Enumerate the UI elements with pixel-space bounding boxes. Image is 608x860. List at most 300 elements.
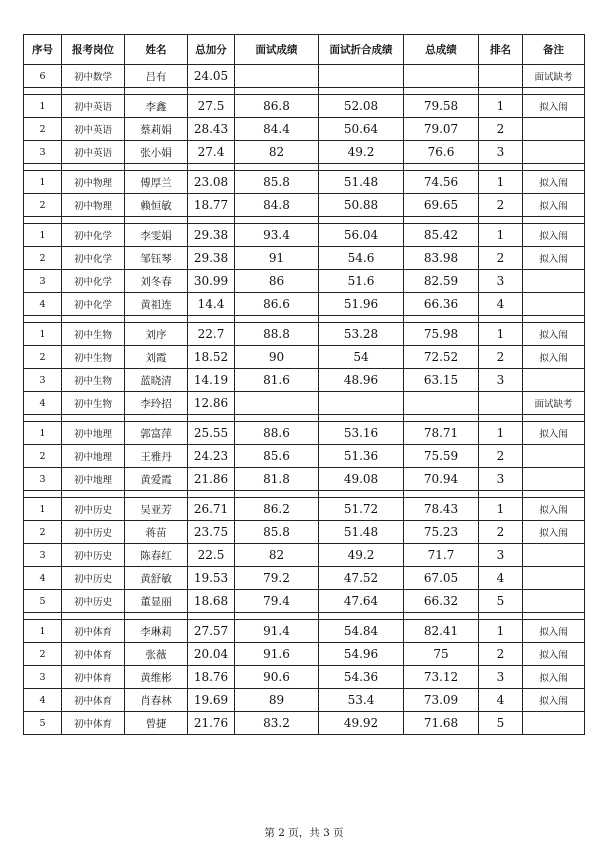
rank-cell: 1 <box>479 171 523 194</box>
name-cell: 刘冬春 <box>125 270 188 293</box>
separator-cell <box>188 491 235 498</box>
name-cell: 蓝晓清 <box>125 369 188 392</box>
separator-cell <box>235 88 319 95</box>
total-cell: 75.98 <box>404 323 479 346</box>
bonus-cell: 21.76 <box>188 712 235 735</box>
bonus-cell: 24.05 <box>188 65 235 88</box>
converted-cell: 51.96 <box>319 293 404 316</box>
separator-cell <box>188 613 235 620</box>
interview-cell: 84.8 <box>235 194 319 217</box>
note-cell: 面试缺考 <box>523 65 585 88</box>
bonus-cell: 14.19 <box>188 369 235 392</box>
post-cell: 初中物理 <box>62 171 125 194</box>
group-separator <box>24 88 585 95</box>
name-cell: 李鑫 <box>125 95 188 118</box>
table-row <box>24 445 585 468</box>
note-cell <box>523 468 585 491</box>
separator-cell <box>235 491 319 498</box>
row-number: 6 <box>24 65 62 88</box>
bonus-cell: 29.38 <box>188 224 235 247</box>
name-cell: 李琳莉 <box>125 620 188 643</box>
row-number: 2 <box>24 643 62 666</box>
separator-cell <box>62 415 125 422</box>
table-row <box>24 247 585 270</box>
rank-cell: 2 <box>479 445 523 468</box>
name-cell: 李玲招 <box>125 392 188 415</box>
total-cell: 66.36 <box>404 293 479 316</box>
separator-cell <box>319 415 404 422</box>
note-cell <box>523 141 585 164</box>
name-cell: 蔡莉娟 <box>125 118 188 141</box>
table-row <box>24 468 585 491</box>
bonus-cell: 22.7 <box>188 323 235 346</box>
interview-cell: 83.2 <box>235 712 319 735</box>
post-cell: 初中化学 <box>62 224 125 247</box>
row-number: 3 <box>24 666 62 689</box>
table-row <box>24 689 585 712</box>
header-rank: 排名 <box>479 35 523 65</box>
name-cell: 刘霞 <box>125 346 188 369</box>
separator-cell <box>125 164 188 171</box>
table-row <box>24 392 585 415</box>
post-cell: 初中化学 <box>62 247 125 270</box>
row-number: 5 <box>24 712 62 735</box>
total-cell: 69.65 <box>404 194 479 217</box>
separator-cell <box>404 217 479 224</box>
separator-cell <box>523 491 585 498</box>
total-cell: 83.98 <box>404 247 479 270</box>
interview-cell: 85.8 <box>235 521 319 544</box>
separator-cell <box>125 415 188 422</box>
bonus-cell: 18.52 <box>188 346 235 369</box>
row-number: 1 <box>24 95 62 118</box>
group-separator <box>24 217 585 224</box>
total-cell: 79.07 <box>404 118 479 141</box>
table-row <box>24 171 585 194</box>
name-cell: 郭富萍 <box>125 422 188 445</box>
converted-cell: 47.52 <box>319 567 404 590</box>
separator-cell <box>125 316 188 323</box>
bonus-cell: 19.53 <box>188 567 235 590</box>
name-cell: 肖春林 <box>125 689 188 712</box>
separator-cell <box>62 164 125 171</box>
rank-cell: 2 <box>479 346 523 369</box>
note-cell: 拟入闱 <box>523 194 585 217</box>
separator-cell <box>235 415 319 422</box>
separator-cell <box>319 217 404 224</box>
rank-cell: 3 <box>479 666 523 689</box>
note-cell <box>523 544 585 567</box>
converted-cell: 51.48 <box>319 521 404 544</box>
interview-cell: 85.6 <box>235 445 319 468</box>
converted-cell: 47.64 <box>319 590 404 613</box>
row-number: 3 <box>24 270 62 293</box>
separator-cell <box>235 164 319 171</box>
bonus-cell: 27.4 <box>188 141 235 164</box>
total-cell: 85.42 <box>404 224 479 247</box>
rank-cell: 4 <box>479 293 523 316</box>
group-separator <box>24 316 585 323</box>
name-cell: 邹钰琴 <box>125 247 188 270</box>
table-row <box>24 323 585 346</box>
converted-cell: 56.04 <box>319 224 404 247</box>
note-cell <box>523 369 585 392</box>
name-cell: 刘序 <box>125 323 188 346</box>
table-row <box>24 141 585 164</box>
rank-cell: 1 <box>479 498 523 521</box>
total-cell: 63.15 <box>404 369 479 392</box>
separator-cell <box>479 415 523 422</box>
rank-cell: 4 <box>479 689 523 712</box>
post-cell: 初中数学 <box>62 65 125 88</box>
header-interview: 面试成绩 <box>235 35 319 65</box>
name-cell: 吕有 <box>125 65 188 88</box>
note-cell: 拟入闱 <box>523 521 585 544</box>
page-footer: 第 2 页，共 3 页 <box>264 827 344 839</box>
header-note: 备注 <box>523 35 585 65</box>
rank-cell: 4 <box>479 567 523 590</box>
table-row <box>24 567 585 590</box>
total-cell <box>404 392 479 415</box>
row-number: 1 <box>24 422 62 445</box>
bonus-cell: 22.5 <box>188 544 235 567</box>
separator-cell <box>479 88 523 95</box>
bonus-cell: 18.76 <box>188 666 235 689</box>
rank-cell: 3 <box>479 270 523 293</box>
separator-cell <box>523 88 585 95</box>
note-cell <box>523 118 585 141</box>
bonus-cell: 12.86 <box>188 392 235 415</box>
header-converted: 面试折合成绩 <box>319 35 404 65</box>
separator-cell <box>235 613 319 620</box>
note-cell: 拟入闱 <box>523 689 585 712</box>
rank-cell: 1 <box>479 422 523 445</box>
name-cell: 张小娟 <box>125 141 188 164</box>
note-cell: 拟入闱 <box>523 224 585 247</box>
table-row <box>24 544 585 567</box>
total-cell: 74.56 <box>404 171 479 194</box>
separator-cell <box>319 316 404 323</box>
separator-cell <box>235 316 319 323</box>
converted-cell: 54 <box>319 346 404 369</box>
note-cell <box>523 567 585 590</box>
separator-cell <box>24 88 62 95</box>
separator-cell <box>24 415 62 422</box>
separator-cell <box>125 88 188 95</box>
row-number: 1 <box>24 224 62 247</box>
rank-cell: 3 <box>479 141 523 164</box>
bonus-cell: 28.43 <box>188 118 235 141</box>
interview-cell: 90 <box>235 346 319 369</box>
interview-cell: 91 <box>235 247 319 270</box>
note-cell: 拟入闱 <box>523 620 585 643</box>
rank-cell: 2 <box>479 194 523 217</box>
table-row <box>24 643 585 666</box>
bonus-cell: 18.68 <box>188 590 235 613</box>
name-cell: 蒋苗 <box>125 521 188 544</box>
group-separator <box>24 164 585 171</box>
separator-cell <box>523 613 585 620</box>
interview-cell: 81.6 <box>235 369 319 392</box>
post-cell: 初中体育 <box>62 689 125 712</box>
note-cell: 拟入闱 <box>523 643 585 666</box>
separator-cell <box>24 613 62 620</box>
group-separator <box>24 613 585 620</box>
interview-cell: 82 <box>235 141 319 164</box>
post-cell: 初中英语 <box>62 95 125 118</box>
converted-cell: 49.2 <box>319 544 404 567</box>
converted-cell: 49.2 <box>319 141 404 164</box>
converted-cell: 51.36 <box>319 445 404 468</box>
note-cell <box>523 712 585 735</box>
separator-cell <box>188 415 235 422</box>
row-number: 2 <box>24 247 62 270</box>
converted-cell: 48.96 <box>319 369 404 392</box>
separator-cell <box>188 316 235 323</box>
row-number: 2 <box>24 346 62 369</box>
bonus-cell: 21.86 <box>188 468 235 491</box>
separator-cell <box>24 164 62 171</box>
separator-cell <box>479 491 523 498</box>
converted-cell: 50.88 <box>319 194 404 217</box>
row-number: 1 <box>24 620 62 643</box>
separator-cell <box>479 613 523 620</box>
total-cell: 73.12 <box>404 666 479 689</box>
converted-cell: 52.08 <box>319 95 404 118</box>
interview-cell: 84.4 <box>235 118 319 141</box>
separator-cell <box>319 491 404 498</box>
table-row <box>24 95 585 118</box>
post-cell: 初中物理 <box>62 194 125 217</box>
converted-cell: 53.16 <box>319 422 404 445</box>
separator-cell <box>188 164 235 171</box>
header-post: 报考岗位 <box>62 35 125 65</box>
name-cell: 黄维彬 <box>125 666 188 689</box>
name-cell: 黄祖连 <box>125 293 188 316</box>
separator-cell <box>319 88 404 95</box>
separator-cell <box>404 415 479 422</box>
table-row <box>24 498 585 521</box>
post-cell: 初中地理 <box>62 445 125 468</box>
separator-cell <box>479 164 523 171</box>
table-row <box>24 346 585 369</box>
converted-cell: 53.28 <box>319 323 404 346</box>
row-number: 3 <box>24 544 62 567</box>
rank-cell: 5 <box>479 712 523 735</box>
name-cell: 董显丽 <box>125 590 188 613</box>
interview-cell: 79.4 <box>235 590 319 613</box>
interview-cell: 88.6 <box>235 422 319 445</box>
name-cell: 赖恒敏 <box>125 194 188 217</box>
table-row <box>24 118 585 141</box>
separator-cell <box>523 164 585 171</box>
converted-cell: 54.84 <box>319 620 404 643</box>
total-cell: 79.58 <box>404 95 479 118</box>
separator-cell <box>125 491 188 498</box>
rank-cell <box>479 65 523 88</box>
name-cell: 曾捷 <box>125 712 188 735</box>
rank-cell: 1 <box>479 95 523 118</box>
interview-cell: 86.2 <box>235 498 319 521</box>
separator-cell <box>62 88 125 95</box>
bonus-cell: 24.23 <box>188 445 235 468</box>
note-cell: 拟入闱 <box>523 422 585 445</box>
table-body <box>24 65 585 735</box>
table-row <box>24 194 585 217</box>
interview-cell: 91.6 <box>235 643 319 666</box>
post-cell: 初中历史 <box>62 498 125 521</box>
total-cell <box>404 65 479 88</box>
bonus-cell: 27.5 <box>188 95 235 118</box>
separator-cell <box>404 88 479 95</box>
bonus-cell: 18.77 <box>188 194 235 217</box>
note-cell: 拟入闱 <box>523 346 585 369</box>
separator-cell <box>235 217 319 224</box>
total-cell: 71.68 <box>404 712 479 735</box>
header-name: 姓名 <box>125 35 188 65</box>
converted-cell: 49.08 <box>319 468 404 491</box>
group-separator <box>24 491 585 498</box>
interview-cell: 86.6 <box>235 293 319 316</box>
post-cell: 初中生物 <box>62 392 125 415</box>
converted-cell: 51.6 <box>319 270 404 293</box>
interview-cell <box>235 392 319 415</box>
interview-cell: 86 <box>235 270 319 293</box>
total-cell: 82.41 <box>404 620 479 643</box>
results-table <box>23 34 585 735</box>
name-cell: 张薇 <box>125 643 188 666</box>
total-cell: 72.52 <box>404 346 479 369</box>
post-cell: 初中地理 <box>62 468 125 491</box>
table-row <box>24 270 585 293</box>
row-number: 3 <box>24 468 62 491</box>
rank-cell: 2 <box>479 643 523 666</box>
interview-cell: 81.8 <box>235 468 319 491</box>
bonus-cell: 23.08 <box>188 171 235 194</box>
converted-cell: 51.48 <box>319 171 404 194</box>
rank-cell: 1 <box>479 620 523 643</box>
header-total: 总成绩 <box>404 35 479 65</box>
row-number: 2 <box>24 194 62 217</box>
converted-cell: 54.6 <box>319 247 404 270</box>
total-cell: 71.7 <box>404 544 479 567</box>
table-row <box>24 620 585 643</box>
row-number: 1 <box>24 323 62 346</box>
row-number: 4 <box>24 689 62 712</box>
separator-cell <box>24 491 62 498</box>
total-cell: 76.6 <box>404 141 479 164</box>
post-cell: 初中生物 <box>62 323 125 346</box>
converted-cell: 49.92 <box>319 712 404 735</box>
note-cell <box>523 270 585 293</box>
note-cell: 拟入闱 <box>523 323 585 346</box>
separator-cell <box>62 613 125 620</box>
interview-cell <box>235 65 319 88</box>
rank-cell: 3 <box>479 544 523 567</box>
total-cell: 78.43 <box>404 498 479 521</box>
converted-cell <box>319 65 404 88</box>
separator-cell <box>188 217 235 224</box>
converted-cell: 53.4 <box>319 689 404 712</box>
row-number: 5 <box>24 590 62 613</box>
bonus-cell: 29.38 <box>188 247 235 270</box>
total-cell: 66.32 <box>404 590 479 613</box>
rank-cell: 2 <box>479 118 523 141</box>
post-cell: 初中体育 <box>62 620 125 643</box>
name-cell: 吴亚芳 <box>125 498 188 521</box>
interview-cell: 85.8 <box>235 171 319 194</box>
row-number: 2 <box>24 118 62 141</box>
note-cell: 拟入闱 <box>523 247 585 270</box>
separator-cell <box>24 316 62 323</box>
total-cell: 75 <box>404 643 479 666</box>
table-row <box>24 712 585 735</box>
bonus-cell: 26.71 <box>188 498 235 521</box>
table-row <box>24 521 585 544</box>
bonus-cell: 14.4 <box>188 293 235 316</box>
post-cell: 初中地理 <box>62 422 125 445</box>
total-cell: 78.71 <box>404 422 479 445</box>
post-cell: 初中生物 <box>62 346 125 369</box>
separator-cell <box>319 164 404 171</box>
bonus-cell: 20.04 <box>188 643 235 666</box>
converted-cell: 54.96 <box>319 643 404 666</box>
rank-cell: 5 <box>479 590 523 613</box>
post-cell: 初中化学 <box>62 293 125 316</box>
separator-cell <box>523 415 585 422</box>
post-cell: 初中化学 <box>62 270 125 293</box>
rank-cell: 2 <box>479 521 523 544</box>
row-number: 2 <box>24 521 62 544</box>
row-number: 4 <box>24 567 62 590</box>
post-cell: 初中英语 <box>62 141 125 164</box>
table-row <box>24 422 585 445</box>
row-number: 3 <box>24 369 62 392</box>
note-cell: 拟入闱 <box>523 95 585 118</box>
interview-cell: 89 <box>235 689 319 712</box>
rank-cell <box>479 392 523 415</box>
separator-cell <box>319 613 404 620</box>
group-separator <box>24 415 585 422</box>
interview-cell: 90.6 <box>235 666 319 689</box>
row-number: 1 <box>24 498 62 521</box>
rank-cell: 1 <box>479 323 523 346</box>
interview-cell: 88.8 <box>235 323 319 346</box>
name-cell: 黄爱霞 <box>125 468 188 491</box>
total-cell: 75.59 <box>404 445 479 468</box>
post-cell: 初中历史 <box>62 590 125 613</box>
header-no: 序号 <box>24 35 62 65</box>
separator-cell <box>125 217 188 224</box>
note-cell: 拟入闱 <box>523 498 585 521</box>
row-number: 4 <box>24 293 62 316</box>
post-cell: 初中历史 <box>62 521 125 544</box>
post-cell: 初中生物 <box>62 369 125 392</box>
post-cell: 初中历史 <box>62 567 125 590</box>
post-cell: 初中体育 <box>62 666 125 689</box>
note-cell: 拟入闱 <box>523 171 585 194</box>
table-row <box>24 293 585 316</box>
name-cell: 陈春红 <box>125 544 188 567</box>
row-number: 3 <box>24 141 62 164</box>
post-cell: 初中英语 <box>62 118 125 141</box>
bonus-cell: 25.55 <box>188 422 235 445</box>
name-cell: 傅厚兰 <box>125 171 188 194</box>
note-cell: 拟入闱 <box>523 666 585 689</box>
separator-cell <box>479 316 523 323</box>
interview-cell: 79.2 <box>235 567 319 590</box>
post-cell: 初中体育 <box>62 712 125 735</box>
